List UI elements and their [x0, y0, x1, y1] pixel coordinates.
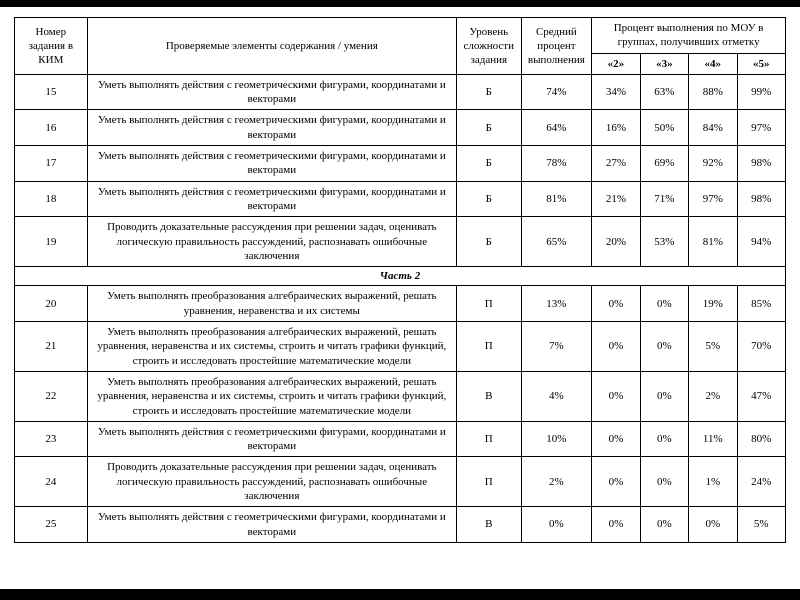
average-cell: 81%	[521, 181, 592, 217]
grade-4-cell: 2%	[689, 371, 737, 421]
level-cell: П	[456, 457, 521, 507]
table-row	[15, 181, 786, 217]
average-cell: 13%	[521, 286, 592, 322]
grade-4-cell: 1%	[689, 457, 737, 507]
level-cell: В	[456, 371, 521, 421]
table-row	[15, 217, 786, 267]
average-cell: 74%	[521, 74, 592, 110]
grade-3-cell: 0%	[640, 421, 688, 457]
grade-4-cell: 0%	[689, 507, 737, 543]
grade-5-cell: 47%	[737, 371, 786, 421]
task-number-cell: 15	[15, 74, 88, 110]
skill-cell: Уметь выполнять преобразования алгебраических выражений, решать уравнения, неравенства и их системы	[87, 286, 456, 322]
table-row	[15, 286, 786, 322]
grade-4-cell: 97%	[689, 181, 737, 217]
grade-2-cell: 27%	[592, 146, 640, 182]
task-number-cell: 25	[15, 507, 88, 543]
grade-5-cell: 85%	[737, 286, 786, 322]
skill-cell: Уметь выполнять преобразования алгебраических выражений, решать уравнения, неравенства и их системы, строить и читать графики функций, строить и исследовать простейшие математические модели	[87, 371, 456, 421]
level-cell: Б	[456, 181, 521, 217]
skill-cell: Уметь выполнять действия с геометрическими фигурами, координатами и векторами	[87, 421, 456, 457]
average-cell: 0%	[521, 507, 592, 543]
grade-3-cell: 0%	[640, 507, 688, 543]
header-task-number: Номер задания в КИМ	[15, 18, 88, 75]
grade-5-cell: 97%	[737, 110, 786, 146]
average-cell: 7%	[521, 322, 592, 372]
table-row	[15, 421, 786, 457]
level-cell: Б	[456, 217, 521, 267]
grade-3-cell: 53%	[640, 217, 688, 267]
level-cell: Б	[456, 146, 521, 182]
grade-4-cell: 19%	[689, 286, 737, 322]
grade-5-cell: 5%	[737, 507, 786, 543]
header-grade-2: «2»	[592, 53, 640, 74]
average-cell: 2%	[521, 457, 592, 507]
top-edge-bar	[0, 0, 800, 7]
header-grade-3: «3»	[640, 53, 688, 74]
header-level: Уровень сложности задания	[456, 18, 521, 75]
table-body	[15, 74, 786, 542]
table-row	[15, 371, 786, 421]
grade-5-cell: 24%	[737, 457, 786, 507]
task-number-cell: 22	[15, 371, 88, 421]
grade-4-cell: 81%	[689, 217, 737, 267]
skill-cell: Уметь выполнять действия с геометрическими фигурами, координатами и векторами	[87, 74, 456, 110]
exam-results-table	[14, 17, 786, 543]
grade-5-cell: 99%	[737, 74, 786, 110]
results-table-container	[14, 17, 786, 543]
average-cell: 78%	[521, 146, 592, 182]
table-row	[15, 146, 786, 182]
skill-cell: Уметь выполнять действия с геометрическими фигурами, координатами и векторами	[87, 507, 456, 543]
table-row	[15, 110, 786, 146]
level-cell: В	[456, 507, 521, 543]
grade-2-cell: 0%	[592, 421, 640, 457]
skill-cell: Уметь выполнять действия с геометрическими фигурами, координатами и векторами	[87, 110, 456, 146]
average-cell: 65%	[521, 217, 592, 267]
task-number-cell: 21	[15, 322, 88, 372]
grade-3-cell: 63%	[640, 74, 688, 110]
grade-3-cell: 71%	[640, 181, 688, 217]
header-groups: Процент выполнения по МОУ в группах, получивших отметку	[592, 18, 786, 54]
level-cell: П	[456, 322, 521, 372]
grade-2-cell: 21%	[592, 181, 640, 217]
skill-cell: Уметь выполнять действия с геометрическими фигурами, координатами и векторами	[87, 181, 456, 217]
header-grade-5: «5»	[737, 53, 786, 74]
grade-3-cell: 0%	[640, 286, 688, 322]
section-row	[15, 267, 786, 286]
grade-2-cell: 0%	[592, 457, 640, 507]
grade-2-cell: 0%	[592, 322, 640, 372]
table-row	[15, 457, 786, 507]
grade-4-cell: 92%	[689, 146, 737, 182]
grade-2-cell: 16%	[592, 110, 640, 146]
average-cell: 4%	[521, 371, 592, 421]
grade-2-cell: 0%	[592, 371, 640, 421]
grade-3-cell: 69%	[640, 146, 688, 182]
skill-cell: Уметь выполнять действия с геометрическими фигурами, координатами и векторами	[87, 146, 456, 182]
task-number-cell: 23	[15, 421, 88, 457]
header-average: Средний процент выполнения	[521, 18, 592, 75]
grade-4-cell: 88%	[689, 74, 737, 110]
grade-4-cell: 5%	[689, 322, 737, 372]
grade-2-cell: 0%	[592, 507, 640, 543]
average-cell: 10%	[521, 421, 592, 457]
task-number-cell: 19	[15, 217, 88, 267]
grade-5-cell: 98%	[737, 146, 786, 182]
skill-cell: Проводить доказательные рассуждения при решении задач, оценивать логическую правильность рассуждений, распознавать ошибочные заключения	[87, 457, 456, 507]
grade-5-cell: 70%	[737, 322, 786, 372]
table-row	[15, 322, 786, 372]
header-skill: Проверяемые элементы содержания / умения	[87, 18, 456, 75]
grade-2-cell: 34%	[592, 74, 640, 110]
grade-5-cell: 98%	[737, 181, 786, 217]
skill-cell: Проводить доказательные рассуждения при решении задач, оценивать логическую правильность рассуждений, распознавать ошибочные заключения	[87, 217, 456, 267]
bottom-edge-bar	[0, 589, 800, 600]
grade-4-cell: 11%	[689, 421, 737, 457]
grade-3-cell: 0%	[640, 457, 688, 507]
table-header	[15, 18, 786, 75]
table-row	[15, 507, 786, 543]
grade-4-cell: 84%	[689, 110, 737, 146]
grade-2-cell: 0%	[592, 286, 640, 322]
level-cell: Б	[456, 110, 521, 146]
level-cell: П	[456, 421, 521, 457]
task-number-cell: 18	[15, 181, 88, 217]
level-cell: Б	[456, 74, 521, 110]
table-row	[15, 74, 786, 110]
grade-3-cell: 0%	[640, 322, 688, 372]
header-grade-4: «4»	[689, 53, 737, 74]
task-number-cell: 16	[15, 110, 88, 146]
task-number-cell: 20	[15, 286, 88, 322]
grade-5-cell: 80%	[737, 421, 786, 457]
grade-3-cell: 50%	[640, 110, 688, 146]
grade-2-cell: 20%	[592, 217, 640, 267]
section-label: Часть 2	[15, 267, 786, 286]
average-cell: 64%	[521, 110, 592, 146]
task-number-cell: 17	[15, 146, 88, 182]
level-cell: П	[456, 286, 521, 322]
grade-5-cell: 94%	[737, 217, 786, 267]
grade-3-cell: 0%	[640, 371, 688, 421]
task-number-cell: 24	[15, 457, 88, 507]
skill-cell: Уметь выполнять преобразования алгебраических выражений, решать уравнения, неравенства и их системы, строить и читать графики функций, строить и исследовать простейшие математические модели	[87, 322, 456, 372]
